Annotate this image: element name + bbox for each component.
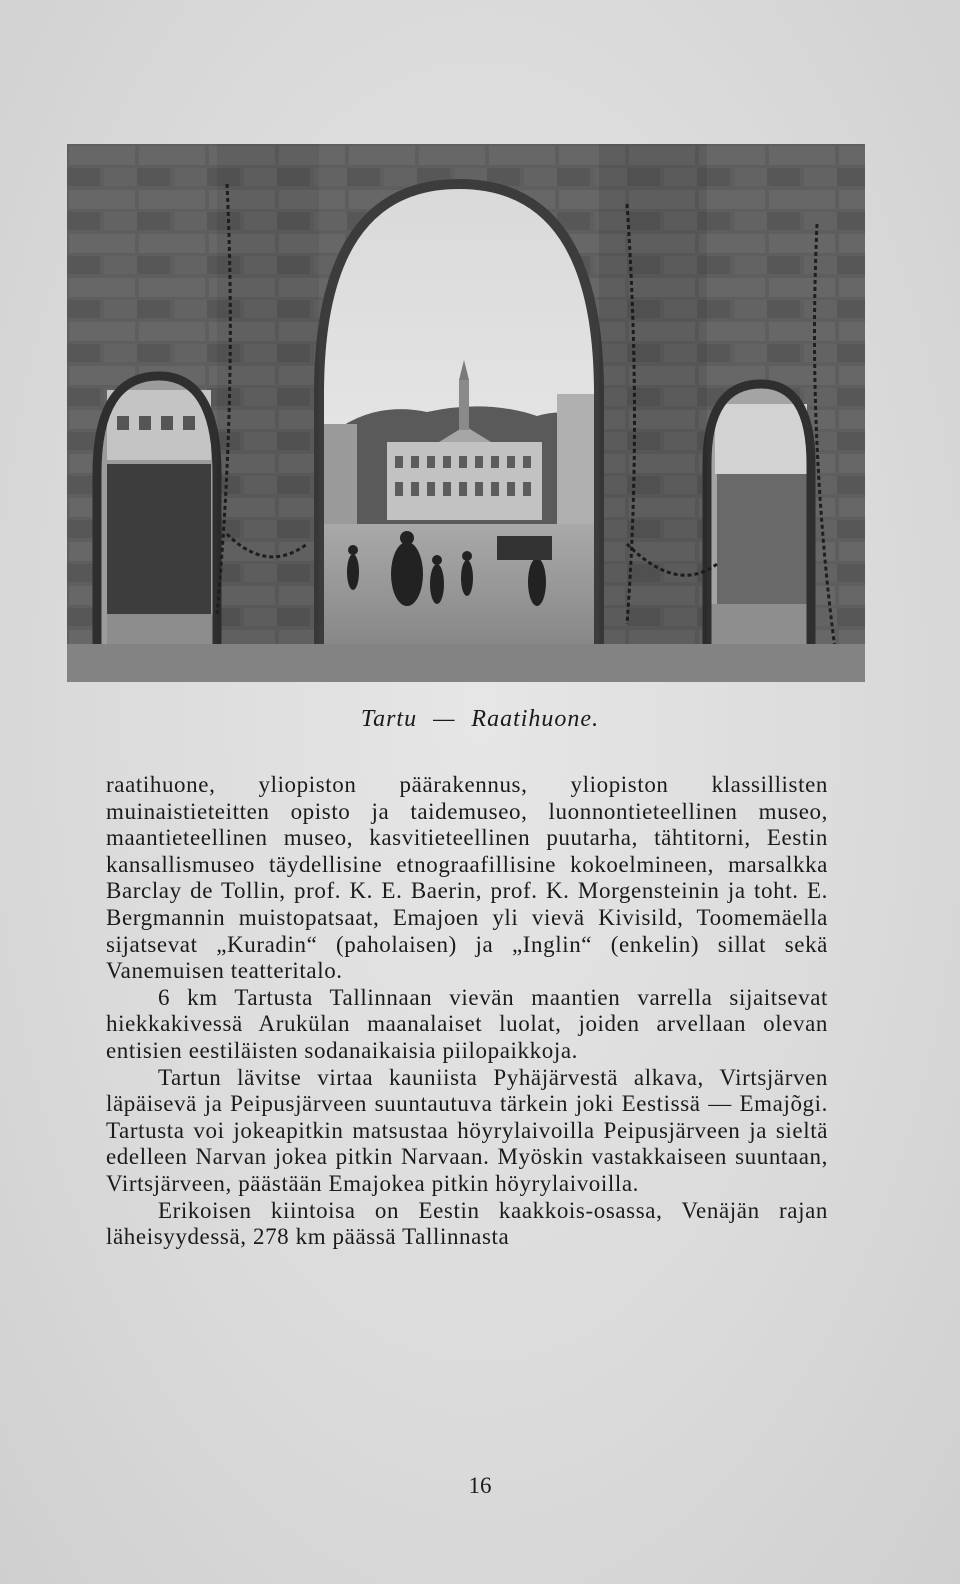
page-number: 16: [468, 1473, 492, 1498]
photo-tartu-town-hall: [67, 144, 865, 682]
paragraph-4: Erikoisen kiintoisa on Eestin kaakkois-osassa, Venäjän rajan läheisyydessä, 278 km päässä Tallinnasta: [106, 1197, 828, 1250]
photo-caption: [0, 706, 960, 733]
caption-place: Tartu: [360, 706, 418, 732]
paragraph-1: raatihuone, yliopiston päärakennus, yliopiston klassillisten muinaistieteitten opisto ja taidemuseo, luonnontieteellinen museo, maantieteellinen museo, kasvitieteellinen puutarha, tähtitorni, Eestin kansallismuseo täydellisine etnograafillisine kokoelmineen, marsalkka Barclay de Tollin, prof. K. E. Baerin, prof. K. Morgensteinin ja toht. E. Bergmannin muistopatsaat, Emajoen yli vievä Kivisild, Toomemäella sijatsevat „Kuradin“ (paholaisen) ja „Inglin“ (enkelin) sillat sekä Vanemuisen teatteritalo.: [106, 772, 828, 984]
paragraph-2: 6 km Tartusta Tallinnaan vievän maantien varrella sijaitsevat hiekkakivessä Arukülan maanalaiset luolat, joiden arvellaan olevan entisien eestiläisten sodanaikaisia piilopaikkoja.: [106, 984, 828, 1063]
caption-subject: Raatihuone.: [471, 706, 600, 732]
paragraph-3: Tartun lävitse virtaa kauniista Pyhäjärvestä alkava, Virtsjärven läpäisevä ja Peipusjärveen suuntautuva tärkein joki Eestissä — Emajõgi. Tartusta voi jokeapitkin matsustaa höyrylaivoilla Peipusjärveen ja sieltä edelleen Narvan jokea pitkin Narvaan. Myöskin vastakkaiseen suuntaan, Virtsjärveen, päästään Emajokea pitkin höyrylaivoilla.: [106, 1064, 828, 1196]
photo-illustration: [67, 144, 865, 682]
caption-dash: —: [433, 706, 456, 732]
body-text: [106, 772, 828, 1251]
